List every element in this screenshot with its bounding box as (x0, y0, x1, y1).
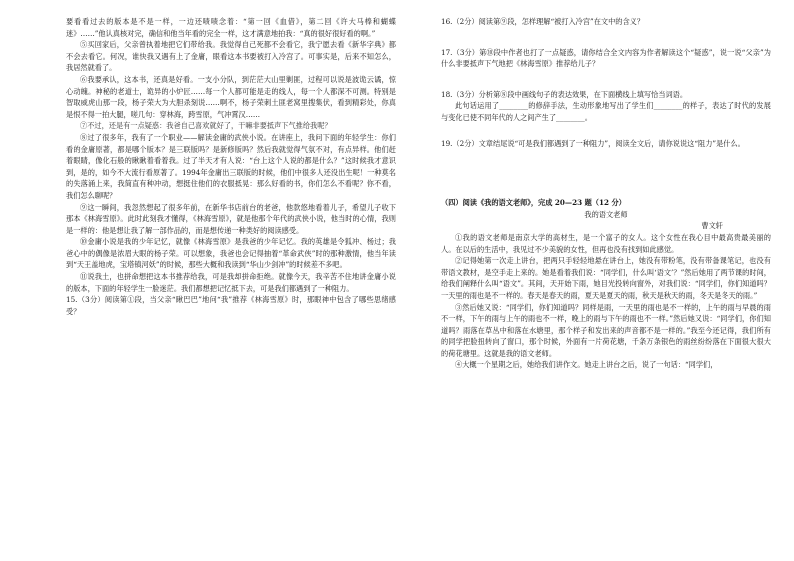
question-16: 16.（2分）阅读第⑨段，怎样理解“被打入冷宫”在文中的含义？ (441, 17, 645, 26)
reading-paragraph: ⑩金庸小说是我的少年记忆，就像《林海雪原》是我爸的少年记忆。我的英雄是令狐冲、杨过；我爸心中的偶像是浓眉大眼的杨子荣。可以想象，我爸也会记得抽着“革命武侠”时的那种激情，他当年读到“天王盖地虎，宝塔镇河妖”的时候，那些大概和我读到“华山少剑冲”的时候差不多吧。 (66, 237, 396, 270)
article-paragraph: ④大概一个星期之后，她给我们讲作文。她走上讲台之后，说了一句话：“同学们， (455, 360, 718, 370)
question-19: 19.（2分）文章结尾说“可是我们都遇到了一种阻力”，阅读全文后，请你说说这“阻力”是什么。 (441, 138, 745, 148)
article-paragraph: ①我的语文老师是南京大学的高材生，是一个富子的女人。这个女性在我心目中最高贵最美丽的人。在以后的生活中，我见过不少美貌的女性，但再也没有找到如此感觉。 (441, 232, 771, 254)
article-paragraph: ②记得她第一次走上讲台，把两只手轻轻地悬在讲台上，她没有带粉笔，没有带备课笔记，也没有带语文教材，是空手走上来的。她是看着我们说：“同学们，什么叫‘语文’？”然后她用了两节课的时间，给我们阐释什么叫“语文”。其间，天开始下雨，她目光投转向窗外，对我们说：“同学们，你们知道吗？一天里的雨也是不一样的。春天是春天的雨，夏天是夏天的雨，秋天是秋天的雨，冬天是冬天的雨。” (441, 256, 771, 300)
left-column (66, 16, 396, 317)
question-18: 18.（3分）分析第⑧段中画线句子的表达效果，在下面横线上填写恰当词语。 (441, 89, 688, 99)
section-header: （四）阅读《我的语文老师》，完成 20—23 题（12 分） (441, 198, 626, 208)
question-15: 15.（3分）阅读第①段，当父亲“瞅巴巴”地问“我”推荐《林海雪原》时，那眼神中包含了哪些思绪感受？ (66, 295, 396, 316)
question-17: 17.（3分）第⑩段中作者也打了一点疑惑，请你结合全文内容为作者解读这个“疑惑”，说一说“父亲”为什么非要抵声下气地把《林海雪原》推荐给儿子？ (441, 47, 771, 69)
article-title: 我的语文老师 (584, 209, 628, 219)
reading-paragraph: ⑪说我土，也拼命想把这本书推荐给我，可是我却拼命拒绝。就像今天，我辛苦不住地讲金庸小说的版本，下面的年轻学生一脸迷茫。我们都想把记忆抵下去，可是我们都遇到了一种阻力。 (66, 272, 396, 293)
reading-paragraph: ⑤买回家后，父亲曾执着地把它们带给我。我觉得自己死都不会看它，我宁愿去看《新华字典》都不会去看它。何况，谁快我又遇有上了金庸，眼看这本书要被打入冷宫了。可事实是，后来不知怎么，我居然就看了。 (66, 40, 396, 73)
article-paragraph: ③然后她又说：“同学们，你们知道吗？同样是雨，一天里的雨也是不一样的，上午的雨与早晨的雨不一样，下午的雨与上午的雨也不一样，晚上的雨与下午的雨也不一样。”然后她又说：“同学们，你们知道吗？雨落在草丛中和落在水塘里，那个样子和发出来的声音都不是一样的。”我至今还记得，我们所有的同学把脸扭转向了窗口，那个时候，外面有一片荷花塘，千条万条银色的雨丝纷纷落在下面很大很大的荷花塘里。这就是我的语文老师。 (441, 302, 771, 358)
reading-paragraph: ⑨这一瞬间，我忽然想起了很多年前，在新华书店前台的老爸，他款悠地看着儿子，希望儿子收下那本《林海雪原》。此时此刻我才懂得，《林海雪原》，就是他那个年代的武侠小说，他当时的心情，我则是一样的：他是想让我了解一部作品的，而是想传递一种类好的阅读感受。 (66, 202, 396, 235)
reading-paragraph: ⑦不过，还是有一点疑惑：我爸自己喜欢就好了，干嘛非要抵声下气推给我呢？ (80, 121, 332, 131)
reading-paragraph: ⑧过了很多年，我有了一个职业——解读金庸的武侠小说。在讲座上，我问下面的年轻学生：你们看的金庸原著，都是哪个版本？是三联版吗？是新修版吗？然后我就觉得气氛不对，有点异样。他们赶着眼睛，像化石般的瞅瞅着看着我。过了半天才有人说：“台上这个人说的都是什么？”这时候我才意识到，是的，如今不大流行看原著了。1994年金庸出三联版的时候，他们中很多人还没出生呢！一种莫名的失落涌上来，我简直有种冲动，想挺住他们的衣服抵晃：那么好看的书，你们怎么不看呢？你不看，我们怎么聊呢？ (66, 132, 396, 200)
article-author: 曹文轩 (701, 221, 723, 231)
question-18-fill-in: 此句话运用了________的修辞手法，生动形象地写出了学生们________的样子，表达了时代的发展与变化已使不同年代的人之间产生了________。 (441, 101, 771, 122)
reading-paragraph: ⑥我要承认，这本书，还真是好看。一支小分队，到茫茫大山里剿匪，过程可以说是波诡云谲，惊心动魄。神秘的老道士，诡异的小炉匠……每一个人都可能是走的线人，每一个人都深不可测。特别是智取威虎山那一段，杨子荣大为大胆杀刻说……啊不，杨子荣刺土匪老窝里搜集伏，看到精彩处，你真是恨不得一拍大腿，嗟几句：穿林海，跨雪原，气冲霄汉…… (66, 74, 396, 119)
reading-paragraph: 要看看过去的版本是不是一样，一边还啧啧念着：“第一回《血借》，第二回《许大马棒和蝴蝶迷》……”他认真核对完，确信和他当年看的完全一样，这才满意地拍我：“真的很好很好看的啊。” (66, 17, 396, 38)
right-column (441, 16, 771, 371)
